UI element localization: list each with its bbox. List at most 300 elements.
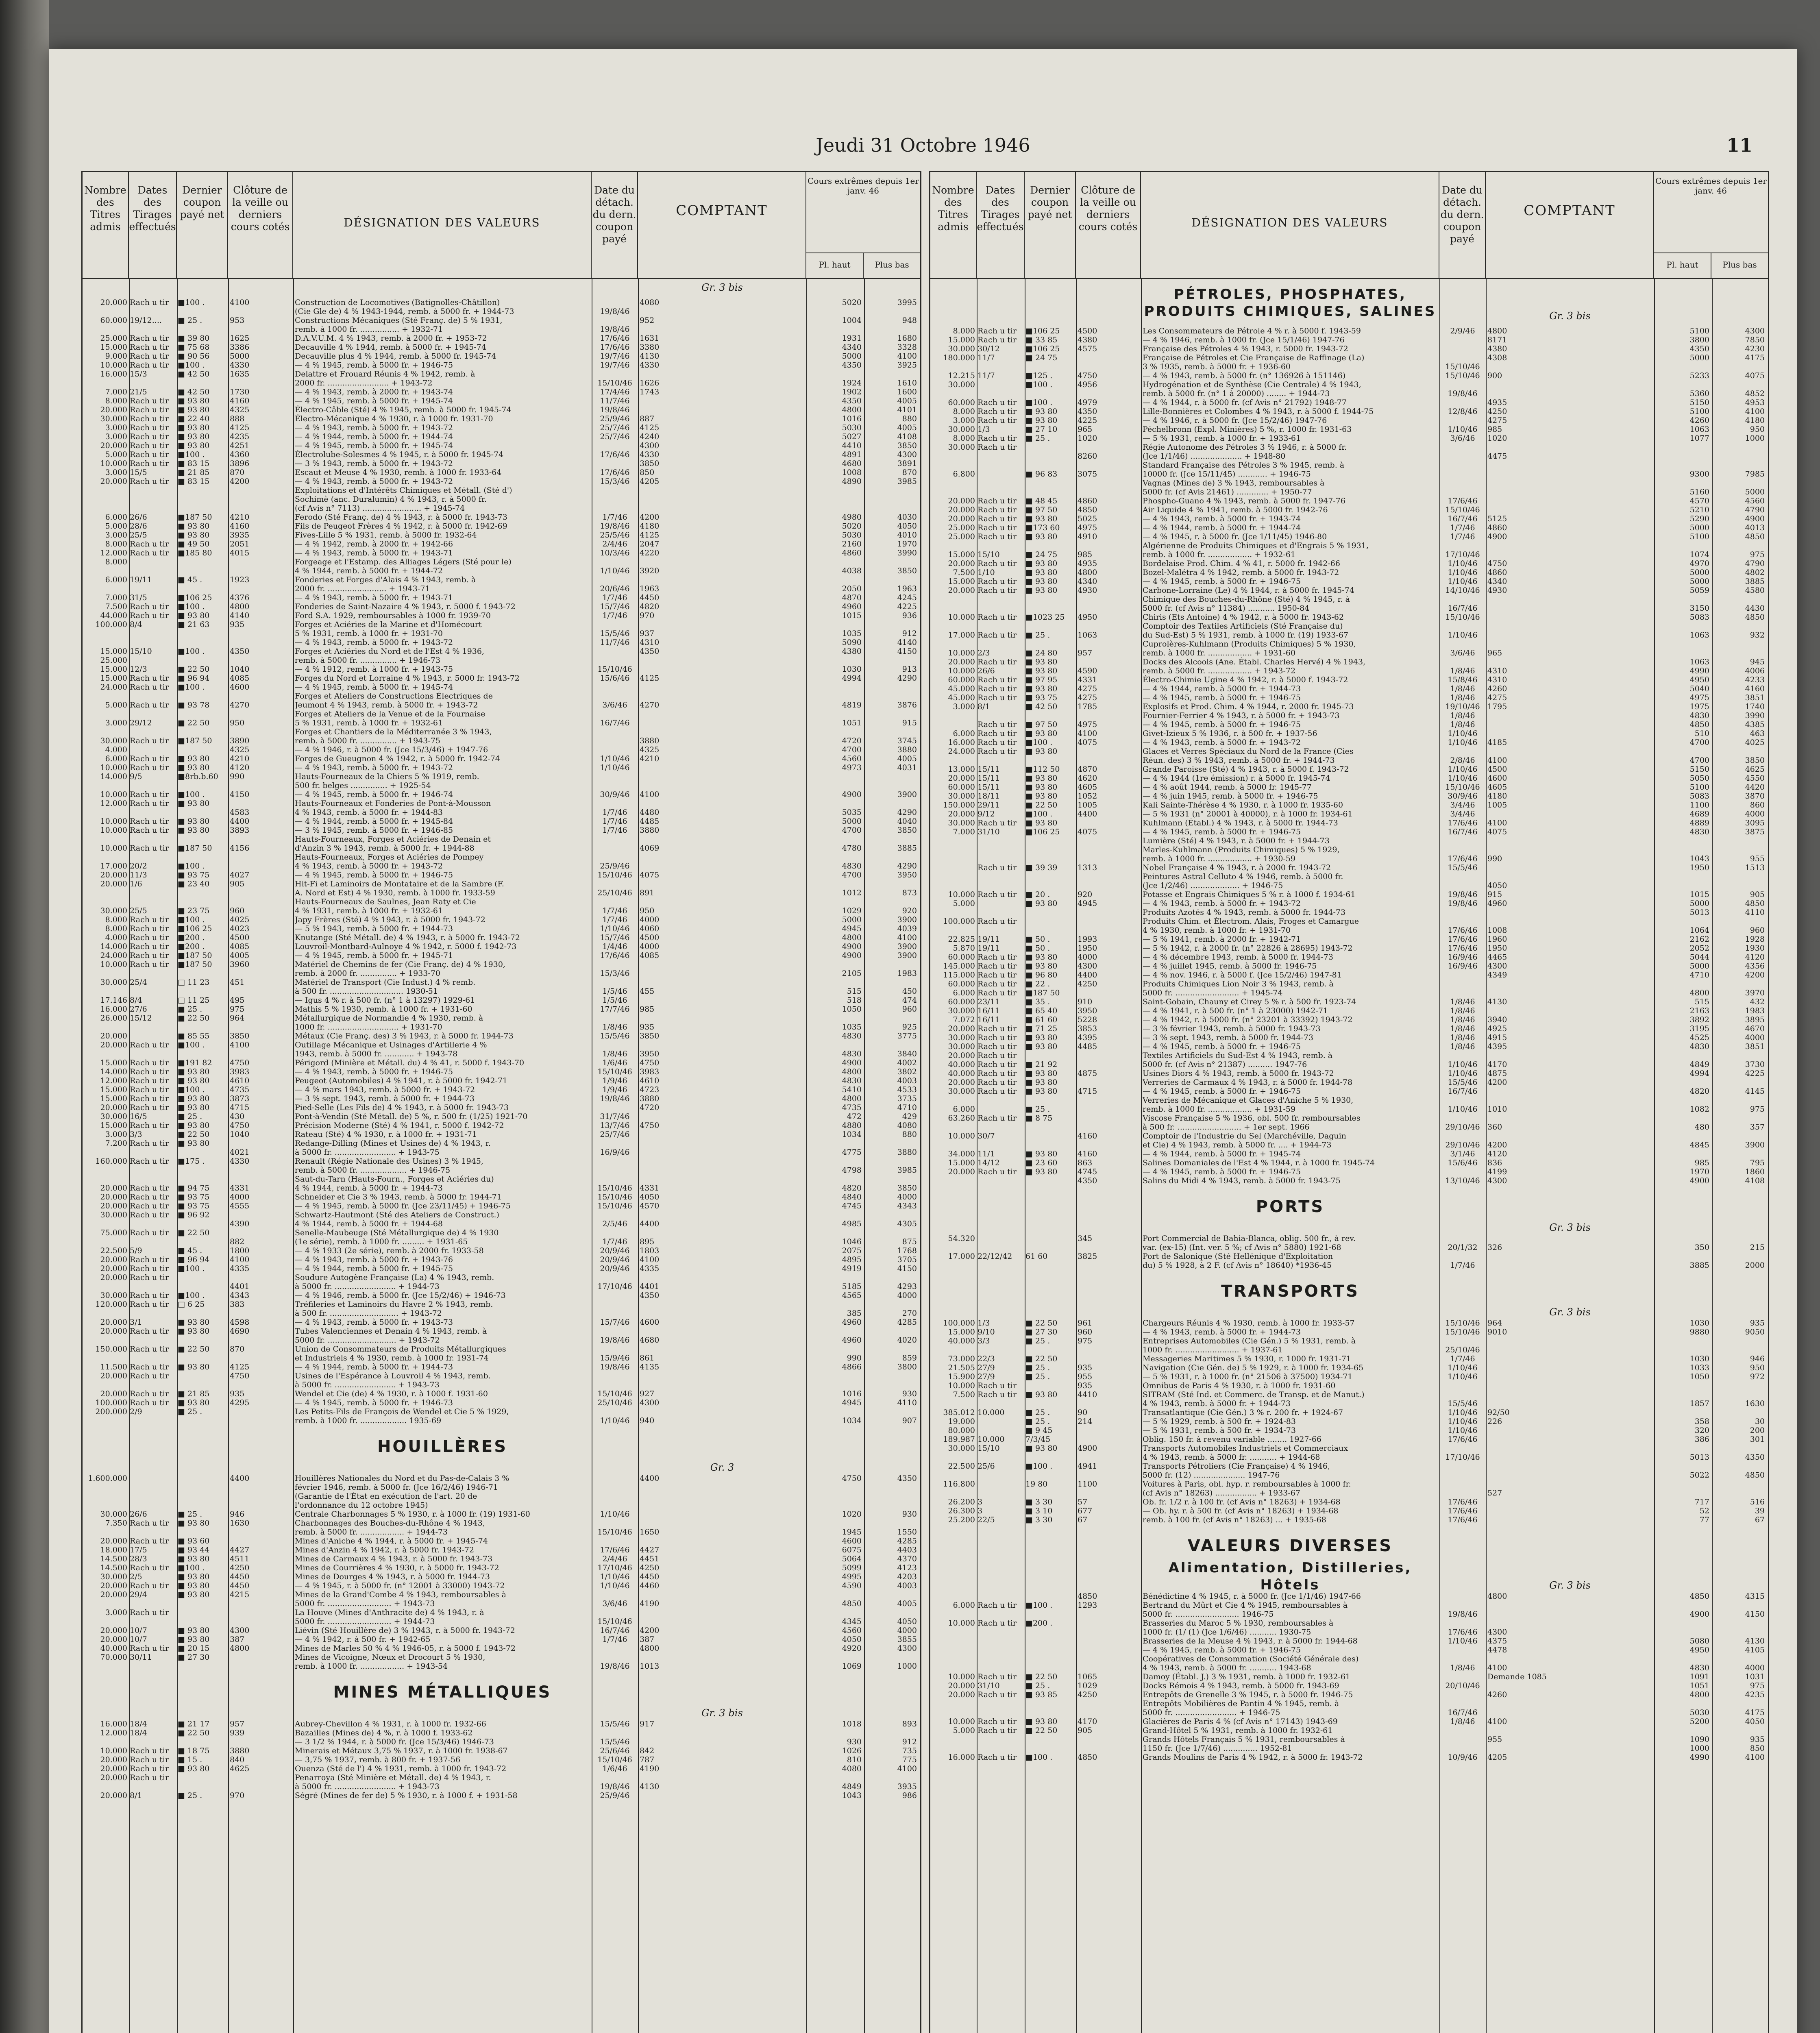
cell-cp: 4100 — [1487, 756, 1507, 765]
cell-c: ■100 . — [178, 450, 205, 459]
cell-b: 4225 — [1745, 1069, 1765, 1078]
cell-v: remb. à 1000 fr. .................. + 1943-54 — [295, 1662, 448, 1671]
cell-dt: 11/7/46 — [600, 638, 630, 647]
group-label: Gr. 3 — [710, 1462, 734, 1473]
cell-c: ■ 93 85 — [1025, 1690, 1058, 1699]
cell-n: 8.000 — [105, 396, 127, 405]
cell-b: 4852 — [1745, 389, 1765, 398]
table-row — [83, 1023, 920, 1032]
cell-b: 4003 — [897, 1581, 917, 1590]
cell-v: — 4 % août 1944, remb. à 5000 fr. 1945-77 — [1143, 783, 1312, 792]
cell-n: 15.000 — [100, 1094, 127, 1103]
cell-cp: 4050 — [640, 1193, 660, 1202]
table-row — [930, 416, 1768, 425]
cell-n: 15.000 — [100, 665, 127, 674]
cell-c: ■ 83 15 — [178, 477, 210, 486]
cell-n: 12.000 — [100, 1728, 127, 1737]
cell-h: 4798 — [842, 1166, 862, 1175]
cell-d: 26/6 — [130, 513, 147, 522]
cell-dt: 1/10/46 — [1448, 1372, 1478, 1381]
cell-v: Entrepôts Mobilières de Pantin 4 % 1945, remb. à — [1143, 1699, 1339, 1708]
cell-c: ■ 23 60 — [1025, 1158, 1058, 1167]
cell-d: 3/3 — [130, 1130, 142, 1139]
cell-dt: 19/8/46 — [600, 325, 630, 334]
cell-dt: 19/8/46 — [1448, 899, 1478, 908]
cell-dt: 3/6/46 — [602, 701, 627, 710]
cell-b: 9050 — [1745, 1328, 1765, 1336]
cell-c: ■ 42 50 — [178, 387, 210, 396]
cell-cp: 4199 — [1487, 1167, 1507, 1176]
cell-h: 4960 — [842, 602, 862, 611]
cell-cl: 4750 — [230, 1371, 250, 1380]
table-row — [83, 1617, 920, 1626]
cell-cl: 4427 — [230, 1545, 250, 1554]
cell-v: Hydrogénation et de Synthèse (Cie Centrale) 4 % 1943, — [1143, 380, 1361, 389]
cell-cl: 4850 — [1078, 1592, 1097, 1601]
table-row — [930, 1646, 1768, 1654]
cell-d: Rach u tir — [130, 1210, 169, 1219]
cell-c: ■100 . — [178, 1085, 205, 1094]
cell-v: Usines de l'Espérance à Louvroil 4 % 1943, remb. — [295, 1371, 491, 1380]
cell-cl: 4335 — [230, 1264, 250, 1273]
cell-h: 4720 — [842, 736, 862, 745]
cell-cl: 1923 — [230, 575, 250, 584]
cell-h: 4680 — [842, 459, 862, 468]
cell-b: 4003 — [897, 1076, 917, 1085]
cell-cl: 4625 — [230, 1764, 250, 1773]
table-row — [930, 1426, 1768, 1435]
table-row — [930, 577, 1768, 586]
cell-cl: 882 — [230, 1237, 245, 1246]
cell-b: 1768 — [897, 1246, 917, 1255]
cell-b: 4100 — [1745, 1753, 1765, 1762]
cell-b: 4370 — [897, 1554, 917, 1563]
cell-c: ■100 . — [178, 790, 205, 799]
cell-cp: 836 — [1487, 1158, 1502, 1167]
cell-v: Métallurgique de Normandie 4 % 1930, remb. à — [295, 1014, 483, 1023]
cell-v: — 4 % 1945, remb. à 5000 fr. + 1946-74 — [295, 790, 453, 799]
table-row — [83, 745, 920, 754]
cell-b: 1680 — [897, 334, 917, 343]
table-row — [930, 675, 1768, 684]
table-row — [930, 1354, 1768, 1363]
cell-cl: 1065 — [1078, 1672, 1097, 1681]
cell-c: ■ 22 50 — [178, 1345, 210, 1354]
cell-dt: 20/9/46 — [600, 1264, 630, 1273]
cell-v: — 5 % 1943, remb. à 5000 fr. + 1944-73 — [295, 924, 453, 933]
cell-cl: 1020 — [1078, 434, 1097, 443]
cell-c: ■ 93 80 — [1025, 1078, 1058, 1087]
cell-cp: 1013 — [640, 1662, 660, 1671]
cell-v: 5000 fr. ............................ + 1943-72 — [295, 1336, 440, 1345]
cell-h: 1051 — [842, 718, 862, 727]
cell-n: 17.000 — [100, 862, 127, 871]
cell-c: ■ 93 80 — [178, 1519, 210, 1528]
cell-b: 4000 — [1745, 810, 1765, 818]
cell-c: ■ 93 75 — [178, 1193, 210, 1202]
table-row — [930, 1619, 1768, 1628]
header-comptant: COMPTANT — [1486, 172, 1654, 278]
cell-d: Rach u tir — [977, 890, 1017, 899]
cell-b: 1610 — [897, 379, 917, 387]
cell-h: 5083 — [1689, 792, 1709, 801]
table-row — [83, 1492, 920, 1501]
cell-v: Comptoir des Textiles Artificiels (Sté Française du) — [1143, 622, 1343, 631]
cell-dt: 17/6/46 — [1448, 935, 1478, 944]
cell-n: 3.000 — [105, 718, 127, 727]
cell-b: 4150 — [897, 647, 917, 656]
cell-h: 4900 — [842, 1058, 862, 1067]
cell-cp: 895 — [640, 1237, 655, 1246]
table-row — [83, 960, 920, 969]
cell-dt: 1/10/46 — [600, 1510, 630, 1519]
table-row — [83, 486, 920, 495]
cell-v: Forges et Chantiers de la Méditerranée 3 % 1943, — [295, 727, 492, 736]
cell-dt: 1/10/46 — [1448, 1637, 1478, 1646]
cell-h: 5233 — [1689, 371, 1709, 380]
cell-d: Rach u tir — [977, 1390, 1017, 1399]
cell-dt: 1/7/46 — [1450, 532, 1475, 541]
cell-d: Rach u tir — [977, 988, 1017, 997]
cell-c: ■ 96 94 — [178, 1255, 210, 1264]
cell-v: Vagnas (Mines de) 3 % 1943, remboursables à — [1143, 479, 1325, 488]
cell-v: — 3 1/2 % 1944, r. à 5000 fr. (Jce 15/3/46) 1946-73 — [295, 1737, 494, 1746]
cell-dt: 25/9/46 — [600, 862, 630, 871]
cell-d: Rach u tir — [130, 951, 169, 960]
cell-cl: 964 — [230, 1014, 245, 1023]
cell-v: Docks Rémois 4 % 1943, remb. à 5000 fr. 1943-69 — [1143, 1681, 1339, 1690]
cell-v: — 4 % 1943, remb. à 5000 fr. + 1943-74 — [1143, 514, 1301, 523]
cell-n: 20.000 — [100, 871, 127, 879]
cell-d: Rach u tir — [130, 826, 169, 835]
cell-n: 14.000 — [100, 1067, 127, 1076]
cell-cp: 4350 — [640, 1291, 660, 1300]
cell-dt: 1/7/46 — [602, 611, 627, 620]
cell-h: 5000 — [1689, 568, 1709, 577]
cell-v: — 4 % 1943, remb. à 5000 fr. + 1943-72 — [1143, 899, 1301, 908]
cell-cp: 4100 — [640, 1255, 660, 1264]
cell-n: 15.000 — [948, 1328, 975, 1336]
table-row — [930, 1498, 1768, 1506]
cell-b: 4050 — [1745, 1717, 1765, 1726]
cell-b: 1983 — [1745, 1006, 1765, 1015]
table-row — [930, 353, 1768, 362]
cell-h: 3800 — [1689, 335, 1709, 344]
cell-b: 905 — [1750, 890, 1765, 899]
cell-cl: 4251 — [230, 441, 250, 450]
cell-c: ■ 22 50 — [1025, 1354, 1058, 1363]
cell-v: Kuhlmann (Établ.) 4 % 1943, r. à 5000 fr. 1944-73 — [1143, 818, 1338, 827]
cell-d: 22/3 — [977, 1354, 995, 1363]
cell-dt: 17/6/46 — [600, 450, 630, 459]
cell-v: Chargeurs Réunis 4 % 1930, remb. à 1000 fr. 1933-57 — [1143, 1319, 1355, 1328]
table-row — [930, 792, 1768, 801]
cell-b: 4100 — [897, 352, 917, 361]
cell-cl: 4270 — [230, 701, 250, 710]
cell-c: ■ 90 56 — [178, 352, 210, 361]
cell-h: 4800 — [842, 933, 862, 942]
table-row — [83, 1354, 920, 1363]
cell-h: 4700 — [842, 745, 862, 754]
cell-v: Viscose Française 5 % 1936, obl. 500 fr. remboursables — [1143, 1114, 1361, 1123]
cell-b: 4285 — [897, 1318, 917, 1327]
cell-dt: 1/10/46 — [600, 763, 630, 772]
cell-v: — 5 % 1941, remb. à 2000 fr. + 1942-71 — [1143, 935, 1301, 944]
cell-n: 25.000 — [948, 532, 975, 541]
cell-c: ■200 . — [178, 942, 205, 951]
cell-cl: 920 — [1078, 890, 1093, 899]
cell-dt: 1/7/46 — [602, 817, 627, 826]
cell-v: (Jce 1/1/46) ..................... + 1948-80 — [1143, 452, 1286, 461]
cell-v: — 4 % 1945, remb. à 5000 fr. + 1946-75 — [1143, 693, 1301, 702]
cell-d: 16/5 — [130, 1112, 147, 1121]
cell-n: 6.000 — [105, 575, 127, 584]
cell-v: Carbone-Lorraine (Le) 4 % 1944, r. à 5000 fr. 1945-74 — [1143, 586, 1354, 595]
cell-dt: 16/7/46 — [1448, 827, 1478, 836]
cell-dt: 16/7/46 — [600, 1626, 630, 1635]
cell-n: 3.000 — [105, 531, 127, 540]
cell-dt: 15/10/46 — [1445, 613, 1480, 622]
cell-c: ■ 22 40 — [178, 414, 210, 423]
cell-cl: 4800 — [230, 602, 250, 611]
cell-dt: 1/7/46 — [602, 1237, 627, 1246]
table-row — [930, 604, 1768, 613]
cell-v: Électro-Chimie Ugine 4 % 1942, r. à 5000 f. 1943-72 — [1143, 675, 1348, 684]
cell-cp: 4915 — [1487, 1033, 1507, 1042]
cell-n: 30.000 — [948, 425, 975, 434]
cell-c: ■ 93 80 — [178, 1398, 210, 1407]
cell-h: 4820 — [842, 1184, 862, 1193]
cell-cl: 975 — [1078, 1336, 1093, 1345]
cell-cl: 4125 — [230, 423, 250, 432]
cell-b: 935 — [1750, 1735, 1765, 1744]
table-row — [83, 647, 920, 656]
cell-d: 16/11 — [977, 1006, 1000, 1015]
cell-dt: 17/4/46 — [600, 387, 630, 396]
cell-b: 3802 — [897, 1067, 917, 1076]
cell-n: 17.000 — [948, 1252, 975, 1261]
cell-d: Rach u tir — [977, 1717, 1017, 1726]
cell-v: — 3 % février 1943, remb. à 5000 fr. 1943-73 — [1143, 1024, 1321, 1033]
cell-n: 15.000 — [100, 343, 127, 352]
cell-cp: 2047 — [640, 540, 660, 549]
table-row — [83, 1219, 920, 1228]
cell-dt: 1/10/46 — [600, 566, 630, 575]
cell-h: 350 — [1694, 1243, 1709, 1252]
table-row — [83, 817, 920, 826]
cell-dt: 1/7/46 — [602, 1635, 627, 1644]
cell-c: ■ 93 80 — [178, 522, 210, 531]
cell-n: 63.260 — [948, 1114, 975, 1123]
cell-h: 5000 — [1689, 577, 1709, 586]
header-detach: Date du détach. du dern. coupon payé — [1439, 172, 1486, 278]
table-row — [83, 1291, 920, 1300]
cell-v: — 4 % 1946, r. à 5000 fr. (Jce 15/3/46) + 1947-76 — [295, 745, 488, 754]
cell-d: Rach u tir — [130, 1255, 169, 1264]
cell-n: 30.000 — [100, 736, 127, 745]
cell-cl: 935 — [1078, 1381, 1093, 1390]
cell-v: — 4 % 1944 (1re émission) r. à 5000 fr. 1945-74 — [1143, 774, 1330, 783]
cell-v: Wendel et Cie (de) 4 % 1930, r. à 1000 f. 1931-60 — [295, 1389, 488, 1398]
cell-h: 5090 — [842, 638, 862, 647]
cell-b: 3990 — [897, 549, 917, 557]
table-row — [930, 1042, 1768, 1051]
table-row — [83, 1336, 920, 1345]
cell-b: 3995 — [897, 298, 917, 307]
cell-dt: 1/10/46 — [1448, 1408, 1478, 1417]
cell-c: ■187 50 — [178, 513, 212, 522]
cell-dt: 15/10/46 — [1445, 783, 1480, 792]
cell-d: 19/12.... — [130, 316, 162, 325]
cell-v: Louvroil-Montbard-Aulnoye 4 % 1942, r. 5000 f. 1942-73 — [295, 942, 517, 951]
cell-cl: 975 — [230, 1005, 245, 1014]
cell-c: ■ 93 80 — [1025, 774, 1058, 783]
cell-cp: 900 — [1487, 371, 1502, 380]
cell-b: 893 — [902, 1720, 917, 1728]
cell-b: 4005 — [897, 396, 917, 405]
section-title: MINES MÉTALLIQUES — [333, 1683, 552, 1702]
cell-n: 1.600.000 — [88, 1474, 127, 1483]
cell-d: Rach u tir — [130, 396, 169, 405]
cell-n: 14.500 — [100, 1554, 127, 1563]
cell-dt: 2/8/46 — [1450, 756, 1475, 765]
cell-b: 936 — [902, 611, 917, 620]
cell-v: Hauts-Fourneaux, Forges et Aciéries de Pompey — [295, 853, 484, 862]
cell-n: 10.000 — [948, 1672, 975, 1681]
table-row — [930, 568, 1768, 577]
cell-b: 930 — [902, 1510, 917, 1519]
cell-cl: 935 — [1078, 1363, 1093, 1372]
table-row — [83, 1626, 920, 1635]
cell-cl: 4930 — [1078, 586, 1097, 595]
cell-dt: 31/7/46 — [600, 1112, 630, 1121]
cell-c: 7/3/45 — [1025, 1435, 1051, 1444]
table-row — [930, 1628, 1768, 1637]
cell-d: Rach u tir — [977, 416, 1017, 425]
cell-b: 1630 — [1745, 1399, 1765, 1408]
cell-c: ■ 93 80 — [1025, 407, 1058, 416]
cell-n: 6.000 — [105, 513, 127, 522]
cell-n: 12.000 — [100, 549, 127, 557]
cell-n: 22.500 — [948, 1462, 975, 1471]
cell-c: ■100 . — [178, 298, 205, 307]
table-row — [83, 853, 920, 862]
cell-dt: 19/8/46 — [1448, 1610, 1478, 1619]
cell-dt: 25/7/46 — [600, 432, 630, 441]
table-row — [83, 1309, 920, 1318]
table-row — [83, 557, 920, 566]
cell-h: 1857 — [1689, 1399, 1709, 1408]
cell-v: A. Nord et Est) 4 % 1930, remb. à 1000 fr. 1933-59 — [295, 888, 495, 897]
cell-v: Constructions Mécaniques (Sté Franç. de) 5 % 1931, — [295, 316, 503, 325]
table-row — [930, 1515, 1768, 1524]
cell-cl: 4340 — [1078, 577, 1097, 586]
cell-v: Péchelbronn (Expl. Minières) 5 %, r. 1000 fr. 1931-63 — [1143, 425, 1352, 434]
cell-n: 20.000 — [100, 1764, 127, 1773]
cell-b: 3900 — [897, 915, 917, 924]
table-row — [930, 1372, 1768, 1381]
cell-dt: 15/10/46 — [597, 665, 632, 674]
cell-d: 12/3 — [130, 665, 147, 674]
cell-b: 4233 — [1745, 675, 1765, 684]
cell-h: 1026 — [842, 1746, 862, 1755]
cell-v: Mines de Dourges 4 % 1943, r. à 5000 fr. 1944-73 — [295, 1572, 490, 1581]
cell-d: 25/5 — [130, 906, 147, 915]
cell-cl: 4800 — [1078, 568, 1097, 577]
cell-h: 4820 — [1689, 1087, 1709, 1096]
cell-b: 932 — [1750, 631, 1765, 640]
cell-b: 4006 — [1745, 666, 1765, 675]
cell-v: — 4 % juin 1945, remb. à 5000 fr. + 1946-75 — [1143, 792, 1318, 801]
cell-n: 20.000 — [100, 1264, 127, 1273]
cell-v: d'Anzin 3 % 1943, remb. à 5000 fr. + 1944-88 — [295, 844, 475, 853]
cell-dt: 19/8/46 — [1448, 389, 1478, 398]
cell-n: 17.146 — [100, 996, 127, 1005]
table-row — [930, 962, 1768, 971]
table-row — [930, 1141, 1768, 1149]
cell-h: 4525 — [1689, 1033, 1709, 1042]
cell-b: 4130 — [1745, 1637, 1765, 1646]
cell-cl: 4485 — [1078, 1042, 1097, 1051]
cell-v: — 4 % nov. 1946, r. à 5000 f. (Jce 15/2/46) 1947-81 — [1143, 971, 1342, 979]
cell-d: Rach u tir — [130, 1202, 169, 1210]
cell-cl: 1063 — [1078, 631, 1097, 640]
cell-dt: 15/10/46 — [1445, 371, 1480, 380]
cell-h: 4860 — [842, 549, 862, 557]
cell-d: Rach u tir — [130, 754, 169, 763]
table-row — [930, 1471, 1768, 1480]
cell-dt: 29/10/46 — [1445, 1141, 1480, 1149]
cell-c: ■ 93 80 — [178, 611, 210, 620]
cell-n: 3.000 — [105, 1130, 127, 1139]
cell-cp: 4750 — [640, 1121, 660, 1130]
table-row — [83, 978, 920, 987]
cell-h: 4350 — [1689, 344, 1709, 353]
cell-c: ■ 93 80 — [178, 1327, 210, 1336]
cell-b: 4000 — [1745, 1663, 1765, 1672]
cell-cp: 3950 — [640, 1049, 660, 1058]
cell-v: Saut-du-Tarn (Hauts-Fourn., Forges et Aciéries du) — [295, 1175, 494, 1184]
table-row — [930, 1489, 1768, 1498]
cell-v: Réun. des) 3 % 1943, remb. à 5000 fr. + 1944-73 — [1143, 756, 1335, 765]
cell-b: 3095 — [1745, 818, 1765, 827]
cell-h: 4780 — [842, 844, 862, 853]
table-row — [83, 665, 920, 674]
cell-dt: 15/10/46 — [597, 1528, 632, 1537]
cell-d: Rach u tir — [130, 1746, 169, 1755]
cell-cl: 4210 — [230, 513, 250, 522]
cell-n: 12.000 — [100, 799, 127, 808]
cell-b: 200 — [1750, 1426, 1765, 1435]
cell-b: 1600 — [897, 387, 917, 396]
cell-d: Rach u tir — [130, 432, 169, 441]
cell-h: 2050 — [842, 584, 862, 593]
cell-v: Fournier-Ferrier 4 % 1943, r. à 5000 fr. + 1943-73 — [1143, 711, 1340, 720]
table-row — [83, 1148, 920, 1157]
cell-v: Coopératives de Consommation (Société Générale des) — [1143, 1654, 1359, 1663]
cell-n: 10.000 — [100, 361, 127, 370]
cell-cl: 4860 — [1078, 496, 1097, 505]
cell-cl: 953 — [230, 316, 245, 325]
cell-h: 5022 — [1689, 1471, 1709, 1480]
cell-v: — 4 % 1944, remb. à 5000 fr. + 1944-73 — [295, 1363, 453, 1371]
cell-n: 5.000 — [105, 450, 127, 459]
cell-v: Hauts-Fourneaux et Fonderies de Pont-à-Mousson — [295, 799, 491, 808]
table-row — [83, 325, 920, 334]
cell-cl: 4450 — [230, 1572, 250, 1581]
cell-c: ■ 22 50 — [1025, 1726, 1058, 1735]
cell-n: 10.000 — [948, 890, 975, 899]
